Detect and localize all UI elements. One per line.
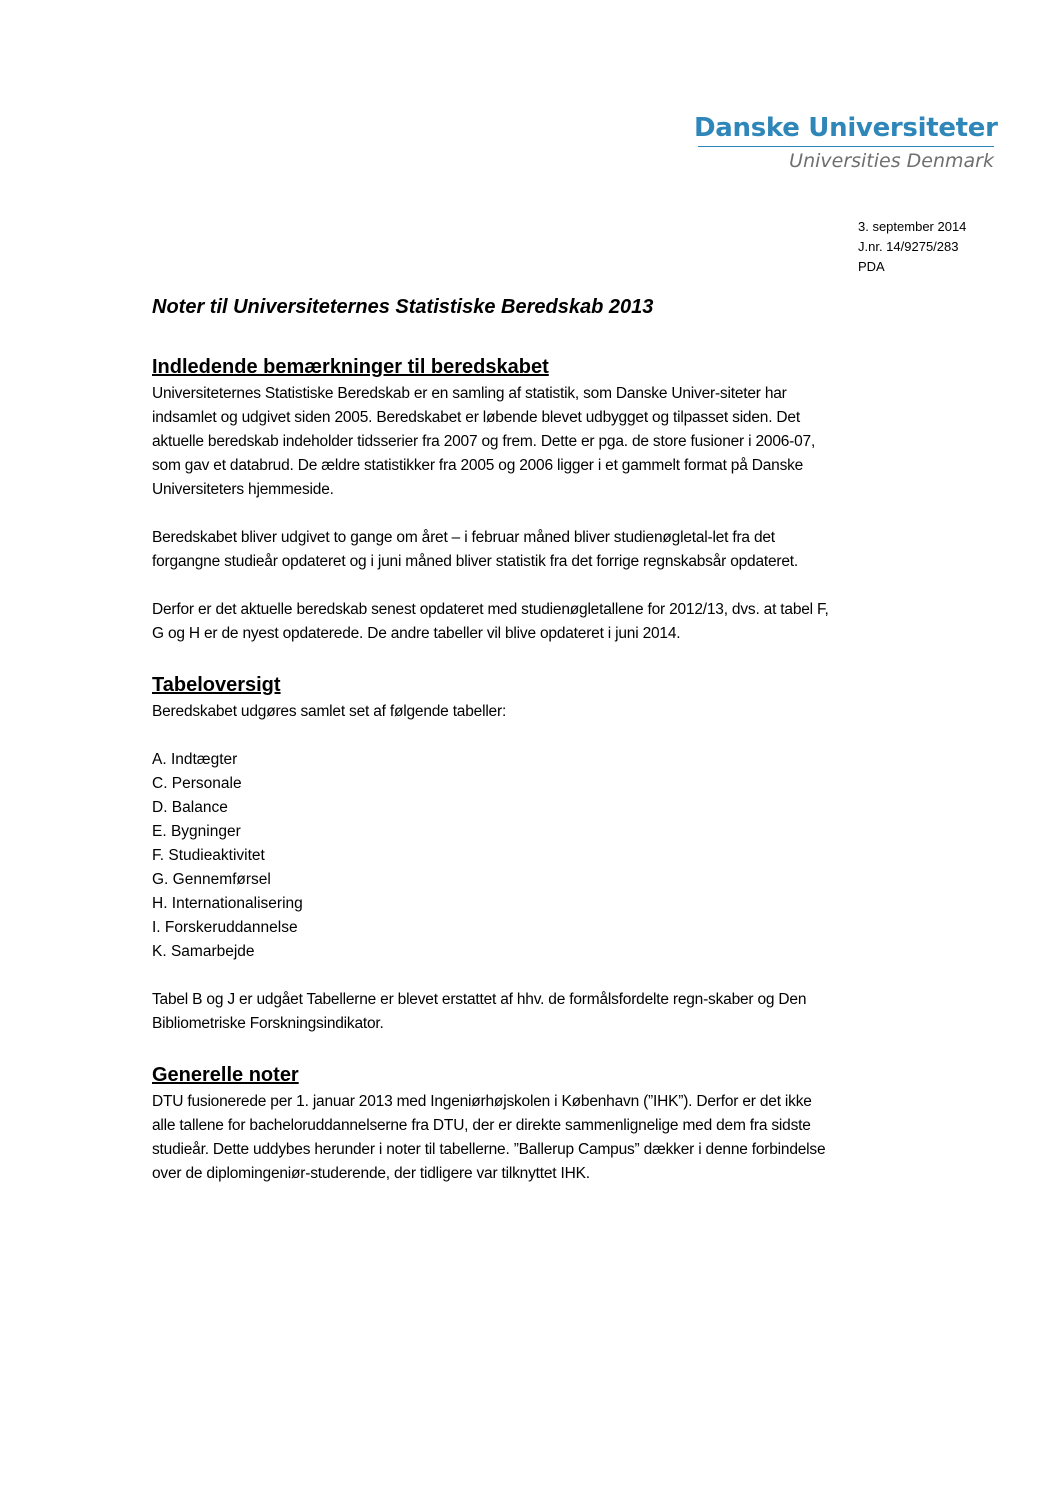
author-initials: PDA [858,259,885,274]
list-item: E. Bygninger [152,823,241,840]
intro-paragraph-1: Universiteternes Statistiske Beredskab er en samling af statistik, som Danske Univer-siteter har indsamlet og udgivet siden 2005. Beredskabet er løbende blevet udbygget og tilpasset siden. Det aktuelle beredskab indeholder tidsserier fra 2007 og frem. Dette er pga. de store fusioner i 2006-07, som gav et databrud. De ældre statistikker fra 2005 og 2006 ligger i et gammelt format på Danske Universiteters hjemmeside. [152,385,816,498]
list-item: K. Samarbejde [152,943,255,960]
logo-secondary-text: Universities Denmark [789,150,994,172]
overview-note: Tabel B og J er udgået Tabellerne er blevet erstattet af hhv. de formålsfordelte regn-skaber og Den Bibliometriske Forskningsindikator. [152,991,807,1032]
general-paragraph: DTU fusionerede per 1. januar 2013 med Ingeniørhøjskolen i København (”IHK”). Derfor er det ikke alle tallene for bacheloruddannelserne fra DTU, der er direkte sammenlignelige med dem fra sidste studieår. Dette uddybes herunder i noter til tabellerne. ”Ballerup Campus” dækker i denne forbindelse over de diplomingeniør-studerende, der tidligere var tilknyttet IHK. [152,1093,826,1182]
list-item: H. Internationalisering [152,895,303,912]
logo-divider [698,146,994,147]
organization-logo [694,112,998,173]
list-item: A. Indtægter [152,751,238,768]
table-list [152,748,832,964]
document-meta [858,217,966,277]
section-overview [152,670,832,1036]
section-intro [152,352,832,646]
list-item: I. Forskeruddannelse [152,919,298,936]
intro-paragraph-3: Derfor er det aktuelle beredskab senest opdateret med studienøgletallene for 2012/13, dvs. at tabel F, G og H er de nyest opdaterede. De andre tabeller vil blive opdateret i juni 2014. [152,601,829,642]
journal-number: J.nr. 14/9275/283 [858,239,959,254]
document-date: 3. september 2014 [858,219,967,234]
list-item: G. Gennemførsel [152,871,271,888]
overview-lead: Beredskabet udgøres samlet set af følgende tabeller: [152,703,507,720]
document-title: Noter til Universiteternes Statistiske Beredskab 2013 [152,296,654,318]
section-general [152,1060,832,1186]
section-heading-general: Generelle noter [152,1064,299,1086]
list-item: D. Balance [152,799,228,816]
list-item: F. Studieaktivitet [152,847,265,864]
section-heading-intro: Indledende bemærkninger til beredskabet [152,356,549,378]
section-heading-overview: Tabeloversigt [152,674,281,696]
intro-paragraph-2: Beredskabet bliver udgivet to gange om året – i februar måned bliver studienøgletal-let fra det forgangne studieår opdateret og i juni måned bliver statistik fra det forrige regnskabsår opdateret. [152,529,799,570]
list-item: C. Personale [152,775,242,792]
logo-primary-text: Danske Universiteter [694,113,998,143]
document-body [152,292,832,1210]
